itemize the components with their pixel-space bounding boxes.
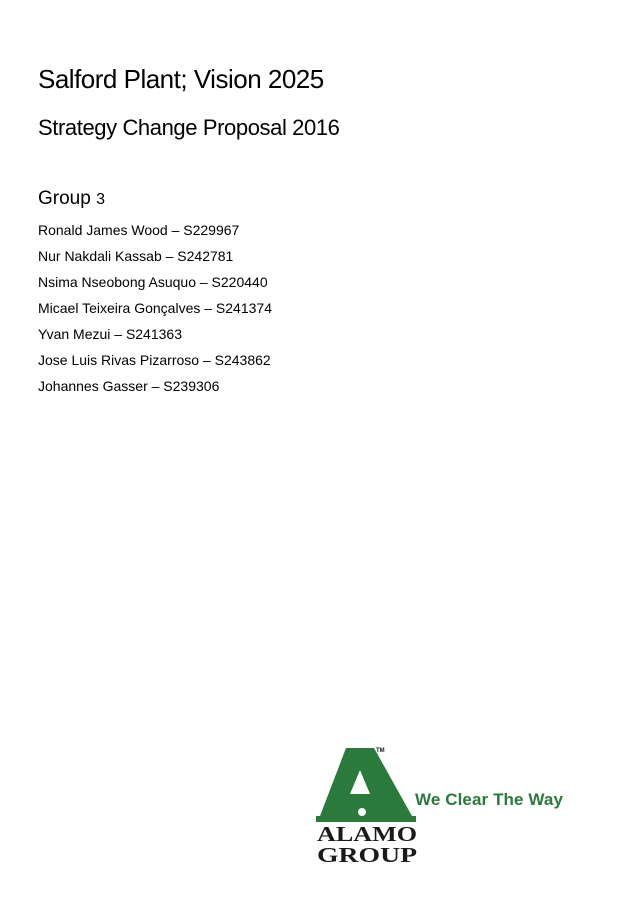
document-subtitle: Strategy Change Proposal 2016 (38, 115, 340, 140)
member-item: Nur Nakdali Kassab – S242781 (38, 248, 234, 264)
logo-brand-line2: GROUP (317, 843, 418, 866)
logo-tagline: We Clear The Way (415, 790, 564, 809)
group-number: 3 (96, 191, 105, 208)
alamo-group-logo (312, 742, 422, 866)
group-label: Group (38, 188, 91, 209)
logo-facade-window (358, 808, 366, 816)
member-item: Johannes Gasser – S239306 (38, 378, 220, 394)
document-title: Salford Plant; Vision 2025 (38, 64, 324, 94)
member-item: Yvan Mezui – S241363 (38, 326, 182, 342)
member-item: Jose Luis Rivas Pizarroso – S243862 (38, 352, 271, 368)
member-item: Nsima Nseobong Asuquo – S220440 (38, 274, 268, 290)
group-heading (38, 188, 105, 210)
logo-brand-line1: ALAMO (317, 822, 417, 846)
member-item: Ronald James Wood – S229967 (38, 222, 240, 238)
member-item: Micael Teixeira Gonçalves – S241374 (38, 300, 272, 316)
member-list (38, 221, 272, 403)
logo-trademark: TM (376, 748, 385, 754)
